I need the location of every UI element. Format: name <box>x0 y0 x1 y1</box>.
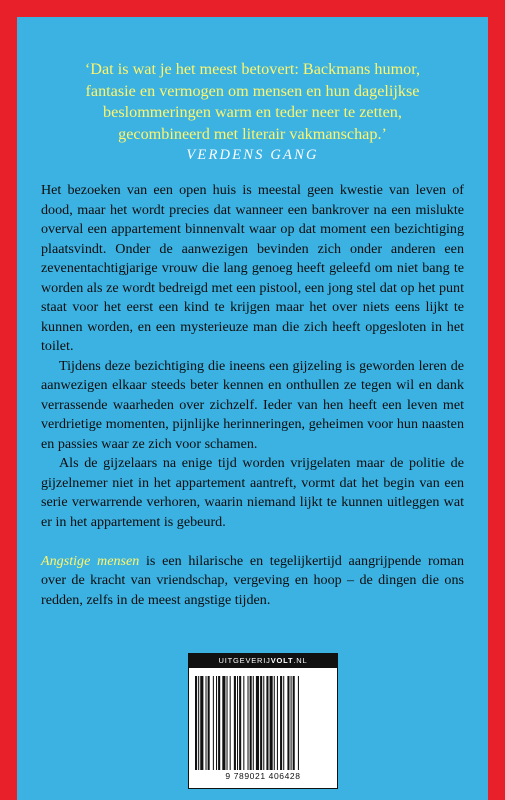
barcode-icon <box>195 676 331 770</box>
review-quote <box>37 59 468 145</box>
blurb-paragraph-4 <box>41 552 464 611</box>
blurb-paragraph-1: Het bezoeken van een open huis is meestal geen kwestie van leven of dood, maar het wordt precies dat wanneer een bankrover na een mislukte overval een appartement binnenvalt waar op dat moment een bezichtiging plaatsvindt. Onder de aanwezigen bevinden zich onder anderen een zevenentachtigjarige vrouw die lang genoeg heeft geleefd om niet bang te worden als ze wordt bedreigd met een pistool, een jong stel dat op het punt staat voor het eerst een kind te krijgen maar het over niets eens lijkt te kunnen worden, en een mysterieuze man die zich heeft opgesloten in het toilet. <box>41 182 464 354</box>
isbn-number: 9 789021 406428 <box>225 771 301 781</box>
quote-line-4: gecombineerd met literair vakmanschap.’ <box>118 124 387 143</box>
barcode-box <box>188 653 338 789</box>
publisher-bold: VOLT <box>270 656 294 665</box>
blurb-paragraph-4-text: is een hilarische en tegelijkertijd aangrijpende roman over de kracht van vriendschap, vergeving en hoop – de dingen die ons redden, zelfs in de meest angstige tijden. <box>41 552 464 608</box>
quote-line-3: beslommeringen warm en teder neer te zetten, <box>103 103 402 122</box>
blurb-paragraph-3: Als de gijzelaars na enige tijd worden vrijgelaten maar de politie de gijzelnemer niet in het appartement aantreft, vormt dat het begin van een serie verwarrende verhoren, waarin niemand lijkt te kunnen uitleggen wat er in het appartement is gebeurd. <box>41 455 464 530</box>
blurb <box>41 181 464 610</box>
publisher-label <box>189 654 337 668</box>
publisher-suffix: .NL <box>293 656 308 665</box>
publisher-prefix: UITGEVERIJ <box>218 656 271 665</box>
quote-line-1: ‘Dat is wat je het meest betovert: Backmans humor, <box>84 60 421 78</box>
book-title-italic: Angstige mensen <box>41 552 140 569</box>
blurb-paragraph-2: Tijdens deze bezichtiging die ineens een gijzeling is geworden leren de aanwezigen elkaar steeds beter kennen en onthullen ze tegen wil en dank verrassende waarheden over zichzelf. Ieder van hen heeft een leven met verdrietige momenten, pijnlijke herinneringen, geheimen voor hun naasten en passies waar ze zich voor schamen. <box>41 357 464 452</box>
quote-source: VERDENS GANG <box>186 147 319 163</box>
quote-line-2: fantasie en vermogen om mensen en hun dagelijkse <box>85 81 420 100</box>
book-back-cover <box>17 17 488 800</box>
